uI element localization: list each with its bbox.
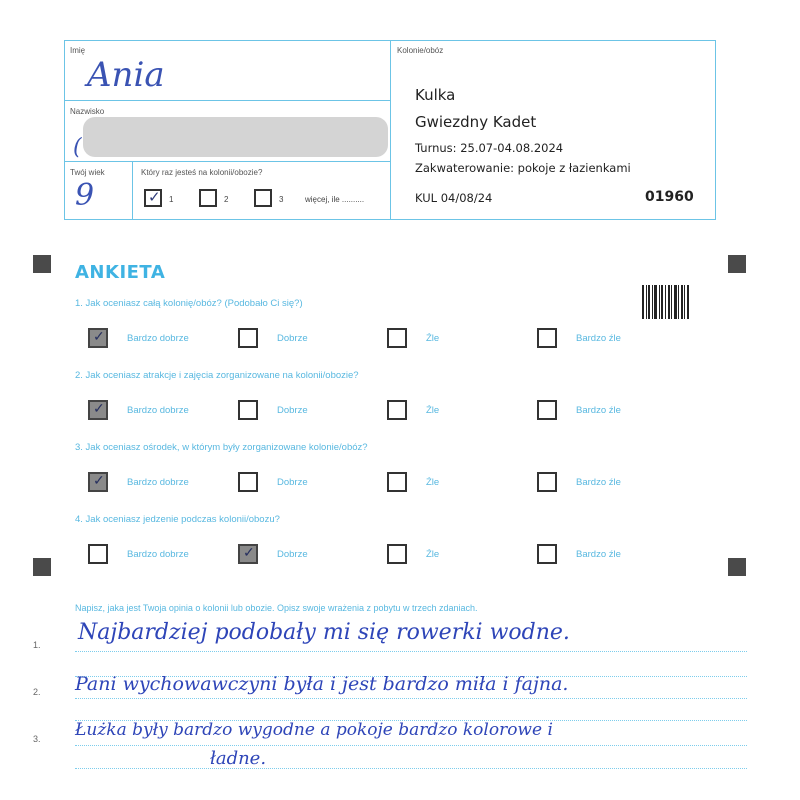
question-2-option-3-label: Źle bbox=[426, 405, 440, 416]
check-mark-icon: ✓ bbox=[93, 328, 105, 344]
times-checkbox-2[interactable] bbox=[199, 189, 217, 207]
camp-info-form bbox=[64, 40, 716, 220]
accommodation-text: Zakwaterowanie: pokoje z łazienkami bbox=[415, 161, 631, 175]
times-more-label: więcej, ile .......... bbox=[305, 195, 365, 204]
opinion-sentence-3-continued[interactable]: ładne. bbox=[210, 748, 267, 769]
line-number-3: 3. bbox=[33, 734, 41, 744]
question-2-option-1-checkbox[interactable] bbox=[88, 400, 108, 420]
times-checkbox-3[interactable] bbox=[254, 189, 272, 207]
question-1-text: 1. Jak oceniasz całą kolonię/obóz? (Podobało Ci się?) bbox=[75, 298, 303, 309]
line-number-2: 2. bbox=[33, 687, 41, 697]
times-option-2-label: 2 bbox=[224, 195, 229, 204]
check-mark-icon: ✓ bbox=[148, 188, 161, 206]
question-1-option-3-label: Źle bbox=[426, 333, 440, 344]
question-4-option-3-label: Źle bbox=[426, 549, 440, 560]
last-name-label: Nazwisko bbox=[70, 107, 105, 116]
question-2-option-2-checkbox[interactable] bbox=[238, 400, 258, 420]
camp-name: Kulka bbox=[415, 86, 456, 104]
question-1-option-1-checkbox[interactable] bbox=[88, 328, 108, 348]
opinion-sentence-1[interactable]: Najbardziej podobały mi się rowerki wodne. bbox=[78, 620, 570, 645]
camp-details-section bbox=[391, 41, 715, 219]
question-4-option-1-checkbox[interactable] bbox=[88, 544, 108, 564]
registration-mark-bottom-left bbox=[33, 558, 51, 576]
question-2-option-3-checkbox[interactable] bbox=[387, 400, 407, 420]
last-name-cell bbox=[65, 101, 390, 162]
camp-subtitle: Gwiezdny Kadet bbox=[415, 113, 537, 131]
question-2-option-1-label: Bardzo dobrze bbox=[127, 405, 189, 416]
opinion-instruction: Napisz, jaka jest Twoja opinia o kolonii lub obozie. Opisz swoje wrażenia z pobytu w trzech zdaniach. bbox=[75, 603, 478, 613]
camp-label: Kolonie/obóz bbox=[397, 46, 444, 55]
age-label: Twój wiek bbox=[70, 168, 105, 177]
times-label: Który raz jesteś na kolonii/obozie? bbox=[141, 168, 263, 177]
turnus-text: Turnus: 25.07-04.08.2024 bbox=[415, 141, 564, 155]
registration-mark-top-right bbox=[728, 255, 746, 273]
question-1-option-1-label: Bardzo dobrze bbox=[127, 333, 189, 344]
question-2-option-4-checkbox[interactable] bbox=[537, 400, 557, 420]
question-1-option-4-label: Bardzo źle bbox=[576, 333, 621, 344]
question-4-option-3-checkbox[interactable] bbox=[387, 544, 407, 564]
question-4-option-1-label: Bardzo dobrze bbox=[127, 549, 189, 560]
age-times-row bbox=[65, 162, 390, 219]
first-name-label: Imię bbox=[70, 46, 86, 55]
question-3-option-3-label: Źle bbox=[426, 477, 440, 488]
question-3-option-3-checkbox[interactable] bbox=[387, 472, 407, 492]
check-mark-icon: ✓ bbox=[93, 472, 105, 488]
question-3-option-2-checkbox[interactable] bbox=[238, 472, 258, 492]
personal-info-section bbox=[65, 41, 391, 219]
question-3-text: 3. Jak oceniasz ośrodek, w którym były zorganizowane kolonie/obóz? bbox=[75, 442, 368, 453]
barcode bbox=[642, 285, 696, 319]
question-3-option-4-label: Bardzo źle bbox=[576, 477, 621, 488]
question-1-option-4-checkbox[interactable] bbox=[537, 328, 557, 348]
question-3-option-1-checkbox[interactable] bbox=[88, 472, 108, 492]
age-value[interactable]: 9 bbox=[75, 178, 95, 213]
times-checkbox-1[interactable] bbox=[144, 189, 162, 207]
answer-line-3b bbox=[75, 768, 747, 769]
first-name-value[interactable]: Ania bbox=[87, 55, 165, 95]
answer-line-1 bbox=[75, 651, 747, 652]
question-3-option-1-label: Bardzo dobrze bbox=[127, 477, 189, 488]
question-4-option-2-checkbox[interactable] bbox=[238, 544, 258, 564]
question-3-option-4-checkbox[interactable] bbox=[537, 472, 557, 492]
survey-title: ANKIETA bbox=[75, 262, 166, 283]
age-cell bbox=[65, 162, 133, 219]
check-mark-icon: ✓ bbox=[243, 544, 255, 560]
opinion-sentence-2[interactable]: Pani wychowawczyni była i jest bardzo miła i fajna. bbox=[75, 673, 569, 695]
question-3-option-2-label: Dobrze bbox=[277, 477, 308, 488]
question-2-option-2-label: Dobrze bbox=[277, 405, 308, 416]
question-4-option-4-checkbox[interactable] bbox=[537, 544, 557, 564]
check-mark-icon: ✓ bbox=[93, 400, 105, 416]
question-2-text: 2. Jak oceniasz atrakcje i zajęcia zorganizowane na kolonii/obozie? bbox=[75, 370, 359, 381]
times-option-3-label: 3 bbox=[279, 195, 284, 204]
opinion-sentence-3[interactable]: Łużka były bardzo wygodne a pokoje bardzo kolorowe i bbox=[75, 720, 553, 740]
times-option-1-label: 1 bbox=[169, 195, 174, 204]
form-number: 01960 bbox=[645, 189, 694, 205]
question-1-option-3-checkbox[interactable] bbox=[387, 328, 407, 348]
answer-line-3 bbox=[75, 745, 747, 746]
last-name-initial: ( bbox=[73, 135, 82, 160]
registration-mark-top-left bbox=[33, 255, 51, 273]
question-2-option-4-label: Bardzo źle bbox=[576, 405, 621, 416]
registration-mark-bottom-right bbox=[728, 558, 746, 576]
redacted-last-name bbox=[83, 117, 388, 157]
first-name-cell bbox=[65, 41, 390, 101]
camp-code: KUL 04/08/24 bbox=[415, 191, 493, 205]
question-1-option-2-checkbox[interactable] bbox=[238, 328, 258, 348]
line-number-1: 1. bbox=[33, 640, 41, 650]
question-4-option-2-label: Dobrze bbox=[277, 549, 308, 560]
answer-line-2 bbox=[75, 698, 747, 699]
question-1-option-2-label: Dobrze bbox=[277, 333, 308, 344]
question-4-option-4-label: Bardzo źle bbox=[576, 549, 621, 560]
question-4-text: 4. Jak oceniasz jedzenie podczas kolonii/obozu? bbox=[75, 514, 280, 525]
